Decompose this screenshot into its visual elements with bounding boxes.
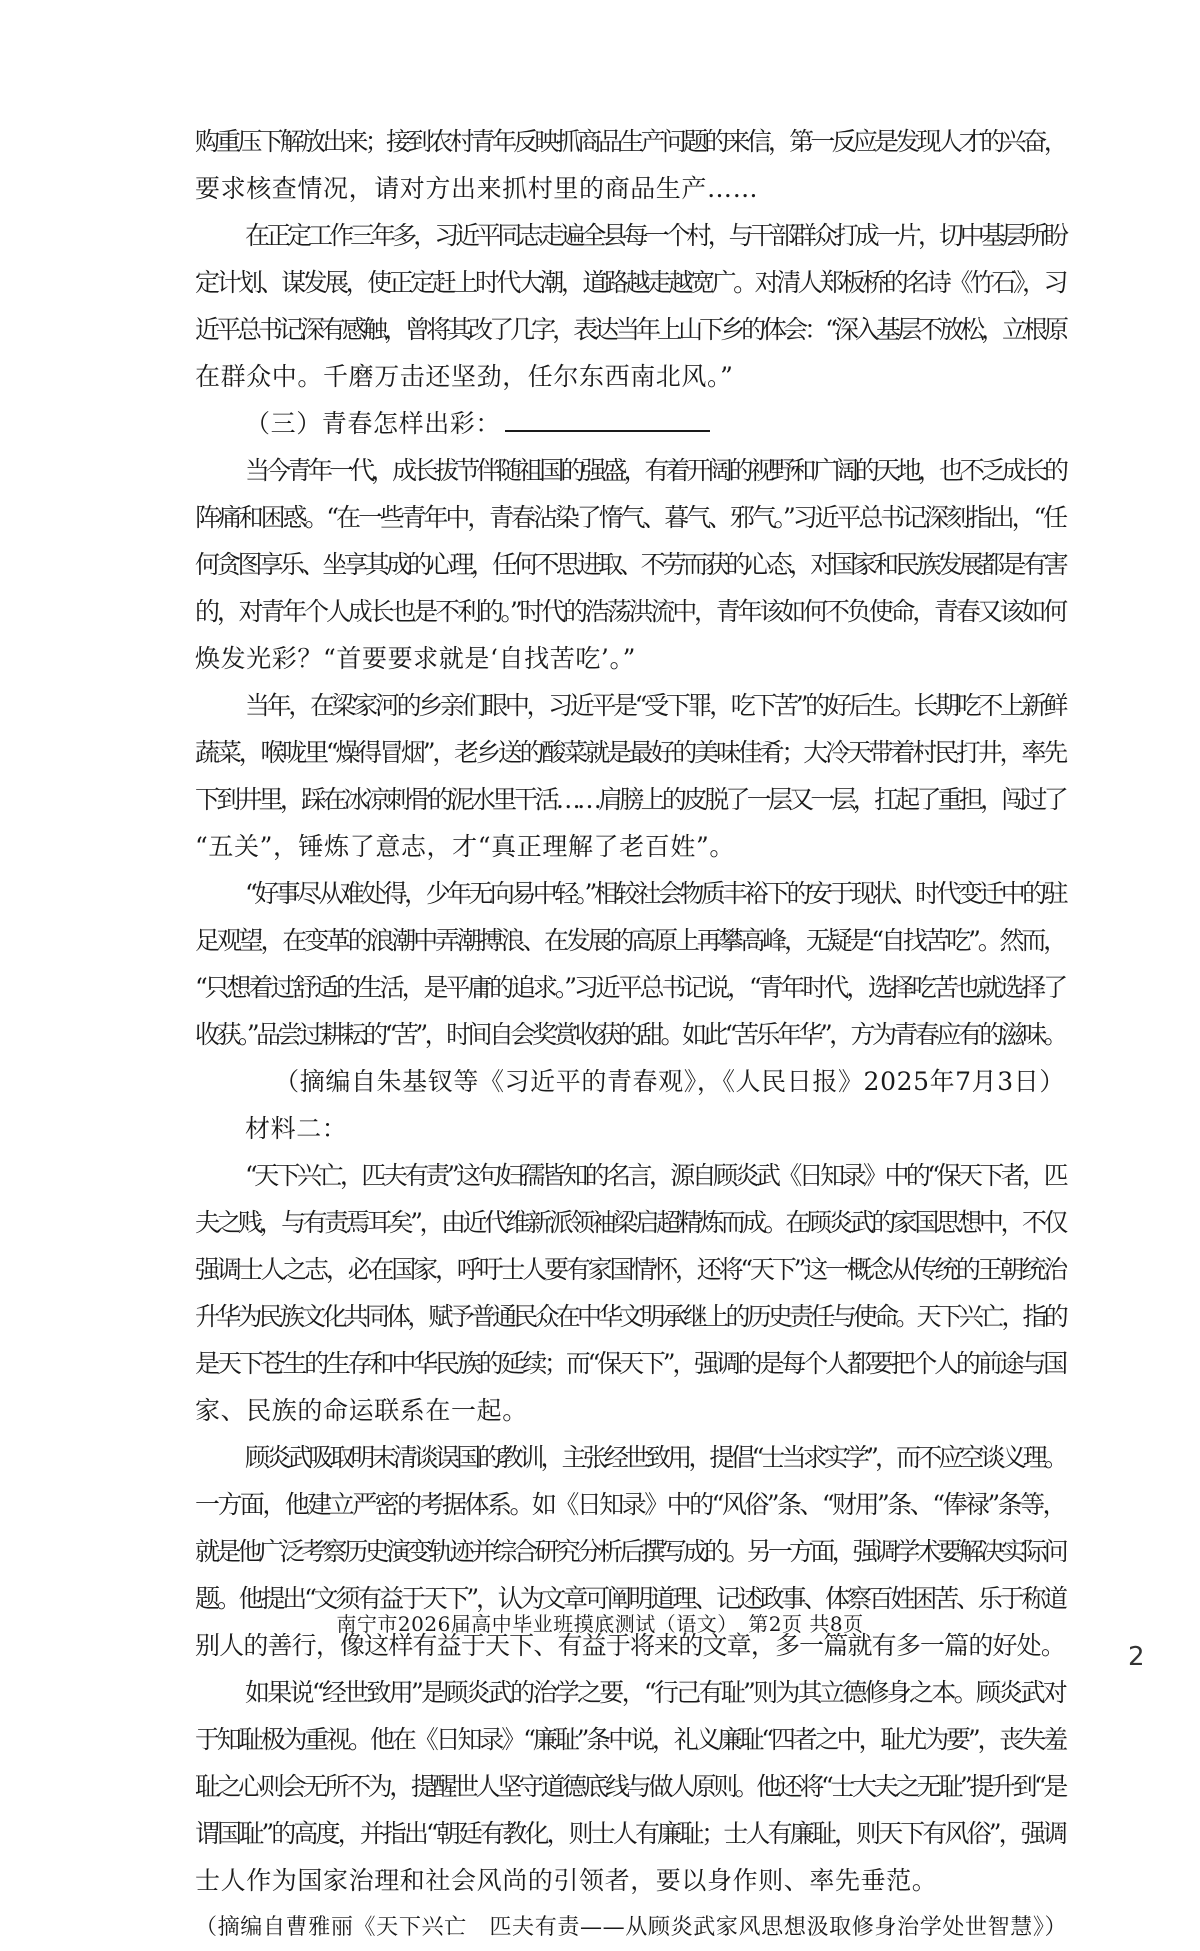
text-line: 定计划、谋发展，使正定赶上时代大潮，道路越走越宽广。对清人郑板桥的名诗《竹石》，习	[195, 268, 1065, 297]
text-line: 足观望，在变革的浪潮中弄潮搏浪、在发展的高原上再攀高峰，无疑是“自找苦吃”。然而，	[195, 926, 1065, 955]
text-line: 下到井里，踩在冰凉刺骨的泥水里干活……肩膀上的皮脱了一层又一层，扛起了重担，闯过了	[195, 785, 1065, 814]
text-line: “五关”，锤炼了意志，才“真正理解了老百姓”。	[195, 832, 735, 861]
text-line: 夫之贱，与有责焉耳矣”，由近代维新派领袖梁启超精炼而成。在顾炎武的家国思想中，不仅	[195, 1208, 1065, 1237]
text-line: 士人作为国家治理和社会风尚的引领者，要以身作则、率先垂范。	[195, 1866, 938, 1895]
material-two-body	[195, 1152, 1065, 1904]
text-line: 焕发光彩？“首要要求就是‘自找苦吃’。”	[195, 644, 636, 673]
text-line: 何贪图享乐、坐享其成的心理，任何不思进取、不劳而获的心态，对国家和民族发展都是有害	[195, 550, 1065, 579]
material-one-continued	[195, 118, 1065, 400]
text-line: “只想着过舒适的生活，是平庸的追求。”习近平总书记说，“青年时代，选择吃苦也就选择了	[195, 973, 1065, 1002]
answer-blank	[505, 400, 710, 432]
text-line: 蔬菜，喉咙里“燥得冒烟”，老乡送的酸菜就是最好的美味佳肴；大冷天带着村民打井，率先	[195, 738, 1065, 767]
text-line: 近平总书记深有感触，曾将其改了几字，表达当年上山下乡的体会：“深入基层不放松，立根原	[195, 315, 1066, 344]
text-line: 如果说“经世致用”是顾炎武的治学之要，“行己有耻”则为其立德修身之本。顾炎武对	[245, 1678, 1065, 1707]
text-line: 谓国耻”的高度，并指出“朝廷有教化，则士人有廉耻；士人有廉耻，则天下有风俗”，强调	[195, 1819, 1065, 1848]
text-line: 在正定工作三年多，习近平同志走遍全县每一个村，与干部群众打成一片，切中基层所盼	[245, 221, 1065, 250]
text-line: “天下兴亡，匹夫有责”这句妇孺皆知的名言，源自顾炎武《日知录》中的“保天下者，匹	[245, 1161, 1065, 1190]
source-citation-two: （摘编自曹雅丽《天下兴亡 匹夫有责——从顾炎武家风思想汲取修身治学处世智慧》）	[195, 1915, 1068, 1940]
text-line: 别人的善行，像这样有益于天下、有益于将来的文章，多一篇就有多一篇的好处。	[195, 1631, 1065, 1660]
text-line: 强调士人之志，必在国家，呼吁士人要有家国情怀，还将“天下”这一概念从传统的王朝统治	[195, 1255, 1065, 1284]
text-line: 题。他提出“文须有益于天下”，认为文章可阐明道理、记述政事、体察百姓困苦、乐于称道	[195, 1584, 1065, 1613]
text-line: 阵痛和困惑。“在一些青年中，青春沾染了惰气、暮气、邪气。”习近平总书记深刻指出，“任	[195, 503, 1065, 532]
text-line: 耻之心则会无所不为，提醒世人坚守道德底线与做人原则。他还将“士大夫之无耻”提升到“是	[195, 1772, 1065, 1801]
text-line: 当今青年一代，成长拔节伴随祖国的强盛，有着开阔的视野和广阔的天地，也不乏成长的	[245, 456, 1065, 485]
text-line: 升华为民族文化共同体，赋予普通民众在中华文明承继上的历史责任与使命。天下兴亡，指的	[195, 1302, 1065, 1331]
material-two-heading: 材料二：	[245, 1114, 348, 1143]
text-line: “好事尽从难处得，少年无向易中轻。”相较社会物质丰裕下的安于现状、时代变迁中的驻	[245, 879, 1065, 908]
text-line: 是天下苍生的生存和中华民族的延续；而“保天下”，强调的是每个人都要把个人的前途与国	[195, 1349, 1065, 1378]
text-line: 就是他广泛考察历史演变轨迹并综合研究分析后撰写成的。另一方面，强调学术要解决实际问	[195, 1537, 1065, 1566]
page-footer: 南宁市2026届高中毕业班摸底测试（语文） 第2页 共8页	[336, 1612, 864, 1636]
section-heading-three: （三）青春怎样出彩：	[195, 400, 1065, 447]
section-three-body	[195, 447, 1065, 1058]
text-line: 要求核查情况，请对方出来抓村里的商品生产……	[195, 174, 759, 203]
text-line: 在群众中。千磨万击还坚劲，任尔东西南北风。”	[195, 362, 734, 391]
text-line: 的，对青年个人成长也是不利的。”时代的浩荡洪流中，青年该如何不负使命，青春又该如何	[195, 597, 1065, 626]
text-line: 家、民族的命运联系在一起。	[195, 1396, 528, 1425]
text-line: 收获。”品尝过耕耘的“苦”，时间自会奖赏收获的甜。如此“苦乐年华”，方为青春应有的滋味。	[195, 1020, 1065, 1049]
text-line: 顾炎武吸取明末清谈误国的教训，主张经世致用，提倡“士当求实学”，而不应空谈义理。	[245, 1443, 1065, 1472]
article-body	[195, 118, 1068, 1951]
text-line: 一方面，他建立严密的考据体系。如《日知录》中的“风俗”条、“财用”条、“俸禄”条等，	[195, 1490, 1065, 1519]
text-line: 购重压下解放出来；接到农村青年反映抓商品生产问题的来信，第一反应是发现人才的兴奋，	[195, 127, 1065, 156]
text-line: 当年，在梁家河的乡亲们眼中，习近平是“受下罪，吃下苦”的好后生。长期吃不上新鲜	[245, 691, 1065, 720]
text-line: 于知耻极为重视。他在《日知录》“廉耻”条中说，礼义廉耻“四者之中，耻尤为要”，丧失羞	[195, 1725, 1065, 1754]
page-number: 2	[1128, 1642, 1145, 1672]
source-citation-one: （摘编自朱基钗等《习近平的青春观》，《人民日报》2025年7月3日）	[274, 1067, 1065, 1096]
